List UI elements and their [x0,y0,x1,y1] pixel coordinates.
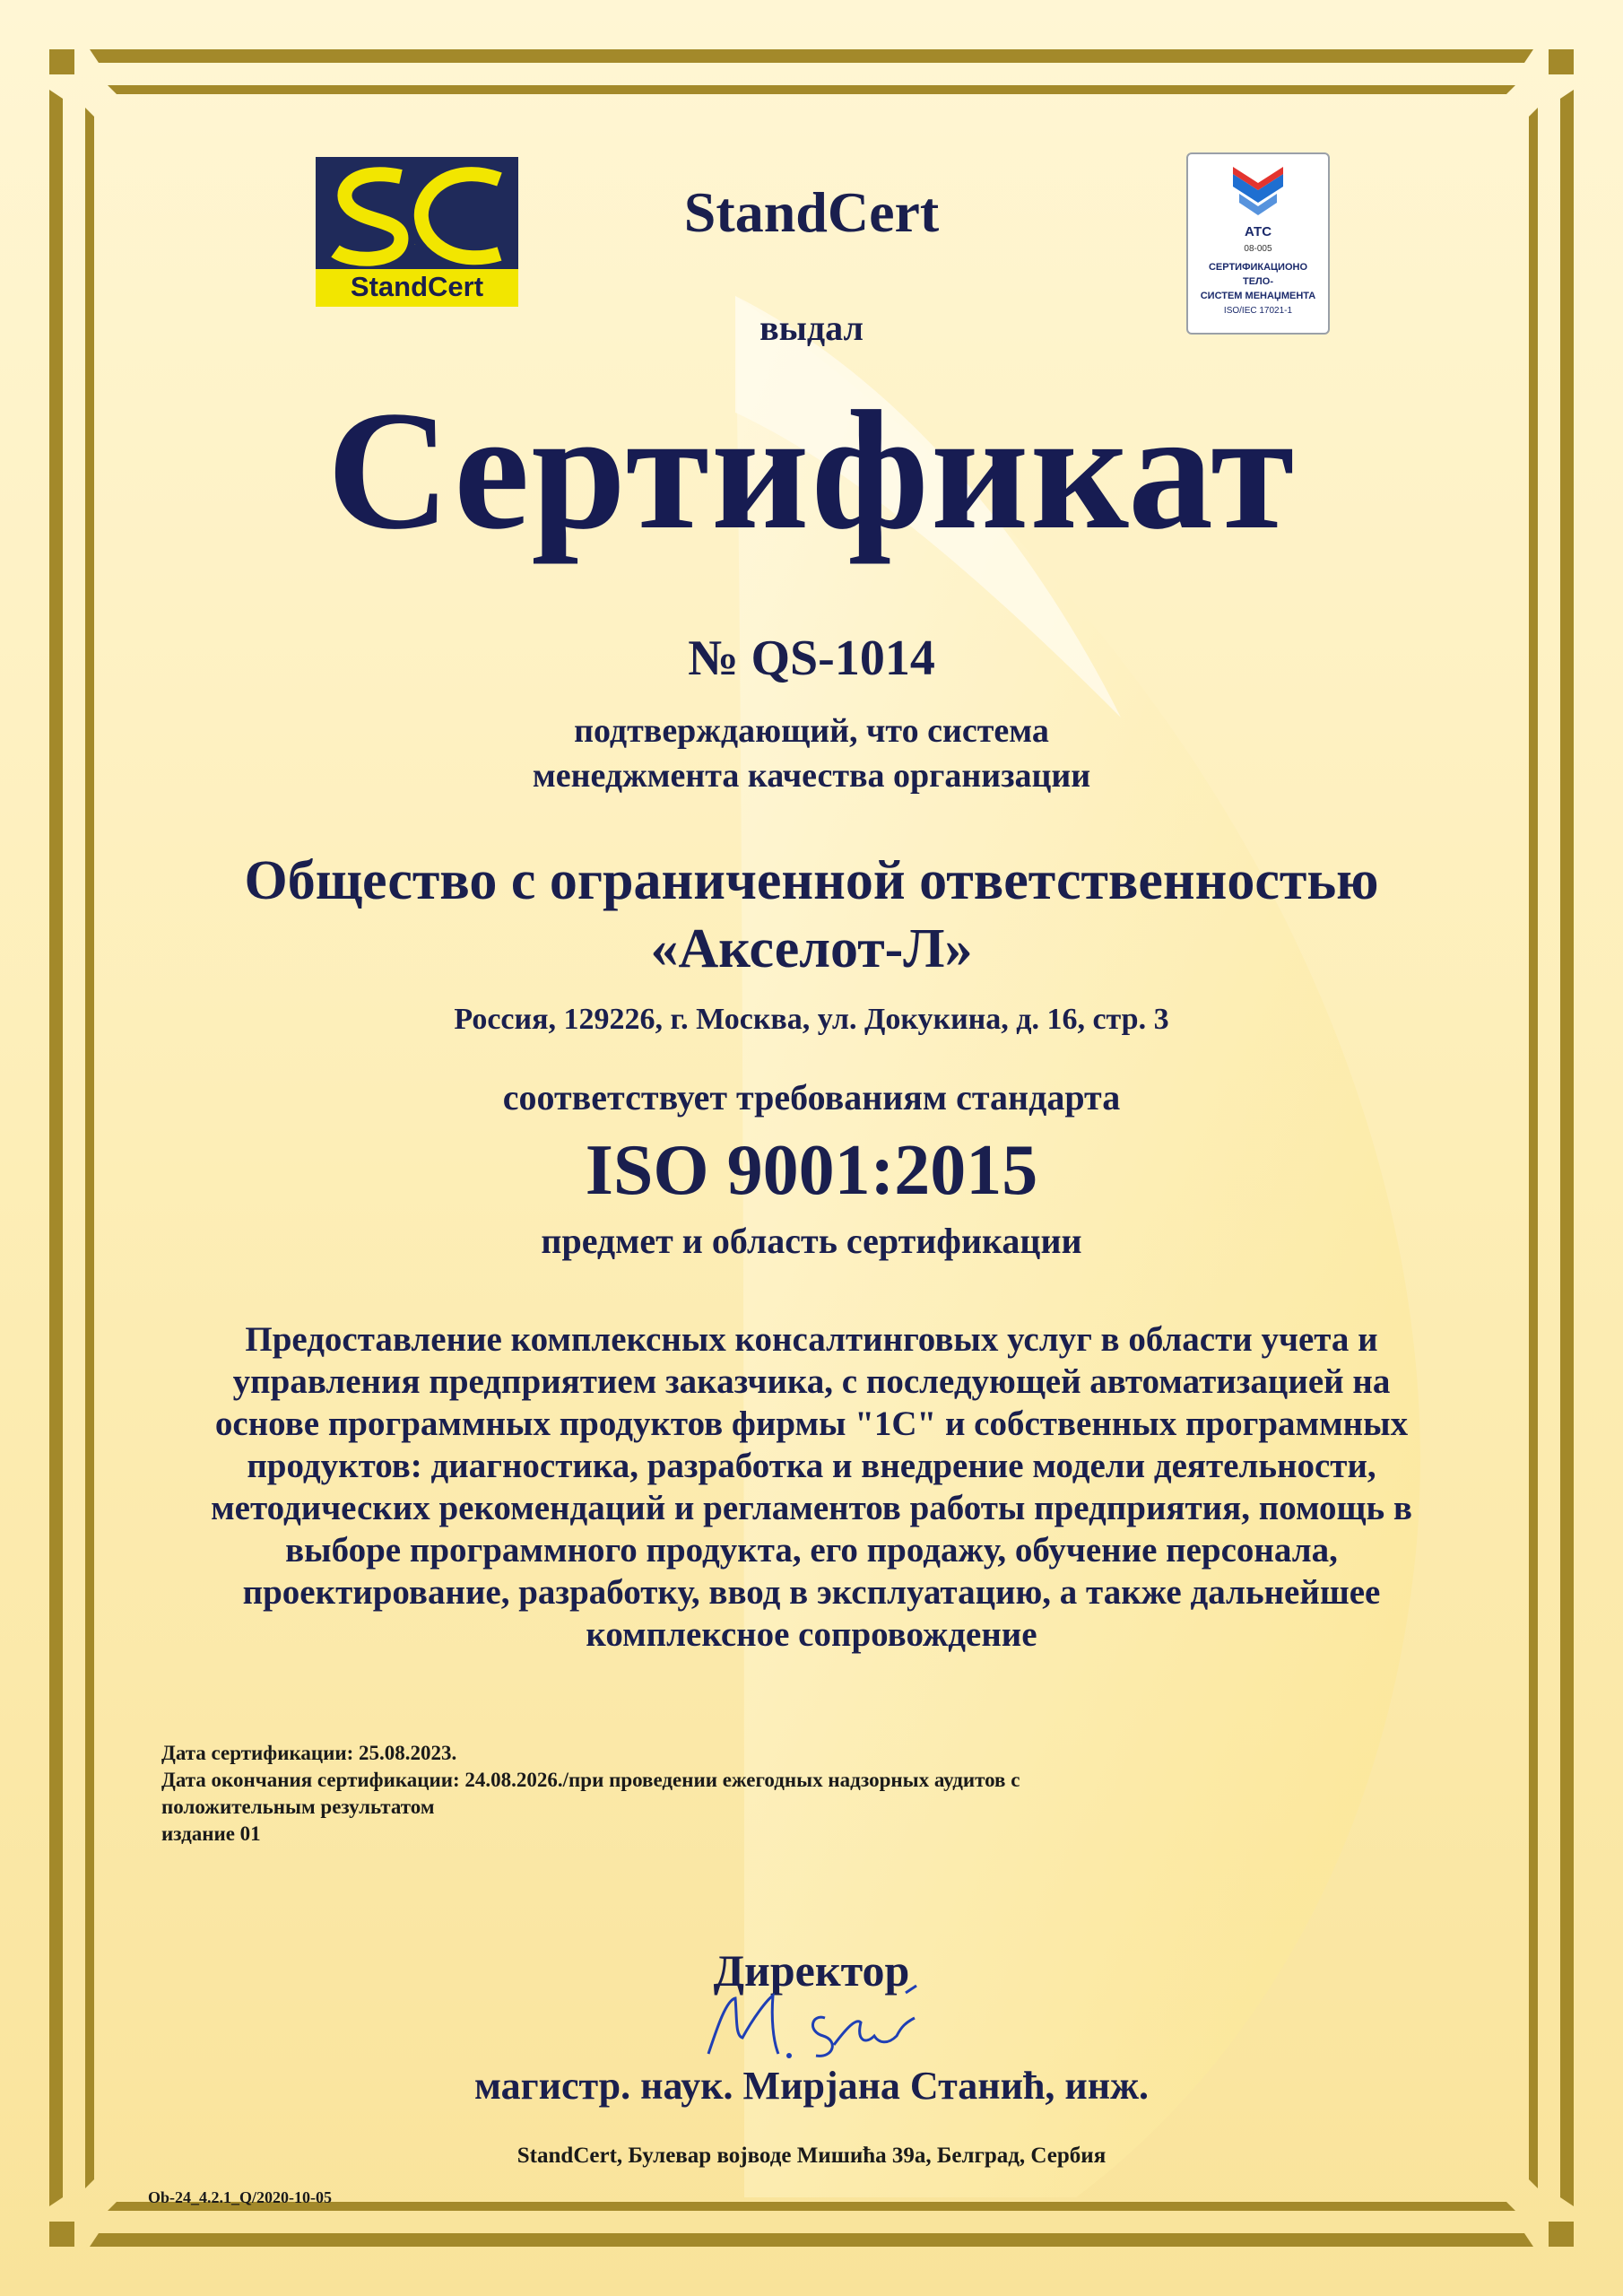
scope-line: выборе программного продукта, его продажу, обучение персонала, [285,1531,1338,1570]
standard-name: ISO 9001:2015 [585,1131,1038,1210]
company-name [0,847,1623,983]
issued-word: выдал [759,308,864,348]
accreditation-line: СИСТЕМ МЕНАЏМЕНТА [1200,291,1316,301]
signatory-name: магистр. наук. Мирјана Станић, инж. [473,2064,1150,2108]
scope-line: управления предприятием заказчика, с последующей автоматизацией на [232,1362,1391,1401]
edition: издание 01 [161,1822,261,1845]
scope-line: проектирование, разработку, ввод в эксплуатацию, а также дальнейшее [242,1573,1381,1612]
signatory-role: Директор [713,1945,910,1996]
accreditation-name: АТС [1244,224,1272,239]
expiry-condition: положительным результатом [161,1796,435,1818]
scope-line: комплексное сопровождение [586,1615,1037,1654]
confirmation-text [0,709,1623,798]
scope-line: основе программных продуктов фирмы "1С" и собственных программных [214,1405,1409,1443]
scope-label: предмет и область сертификации [541,1221,1082,1261]
complies-text: соответствует требованиям стандарта [502,1077,1121,1118]
accreditation-standard: ISO/IEC 17021-1 [1223,306,1293,316]
scope-line: продуктов: диагностика, разработка и внедрение модели деятельности, [247,1447,1376,1485]
accreditation-line: СЕРТИФИКАЦИОНО [1208,262,1308,273]
logo-text: StandCert [350,271,484,302]
confirmation-line: подтверждающий, что система [574,712,1049,750]
certificate-title: Сертификат [326,377,1297,565]
company-name-line: «Акселот-Л» [650,918,973,979]
certification-date: Дата сертификации: 25.08.2023. [161,1742,457,1764]
issuer-brand-title: StandCert [683,180,940,244]
footer-address: StandCert, Булевар војводе Мишића 39а, Белград, Сербия [516,2144,1107,2168]
expiry-date: Дата окончания сертификации: 24.08.2026./при проведении ежегодных надзорных аудитов с [161,1769,1020,1791]
accreditation-code: 08-005 [1244,244,1272,254]
handwritten-signature [690,1973,933,2072]
scope-line: Предоставление комплексных консалтинговых услуг в области учета и [245,1320,1378,1359]
document-code: Ob-24_4.2.1_Q/2020-10-05 [148,2188,332,2206]
logo-monogram: SC [414,245,416,246]
scope-description [161,1318,1462,1656]
accreditation-line: ТЕЛО- [1243,276,1273,287]
company-address: Россия, 129226, г. Москва, ул. Докукина, д. 16, стр. 3 [454,1003,1169,1036]
confirmation-line: менеджмента качества организации [532,757,1091,795]
certificate-number: № QS-1014 [688,631,935,686]
certification-dates [161,1740,1237,1848]
company-name-line: Общество с ограниченной ответственностью [244,850,1379,911]
scope-line: методических рекомендаций и регламентов работы предприятия, помощь в [211,1489,1412,1527]
